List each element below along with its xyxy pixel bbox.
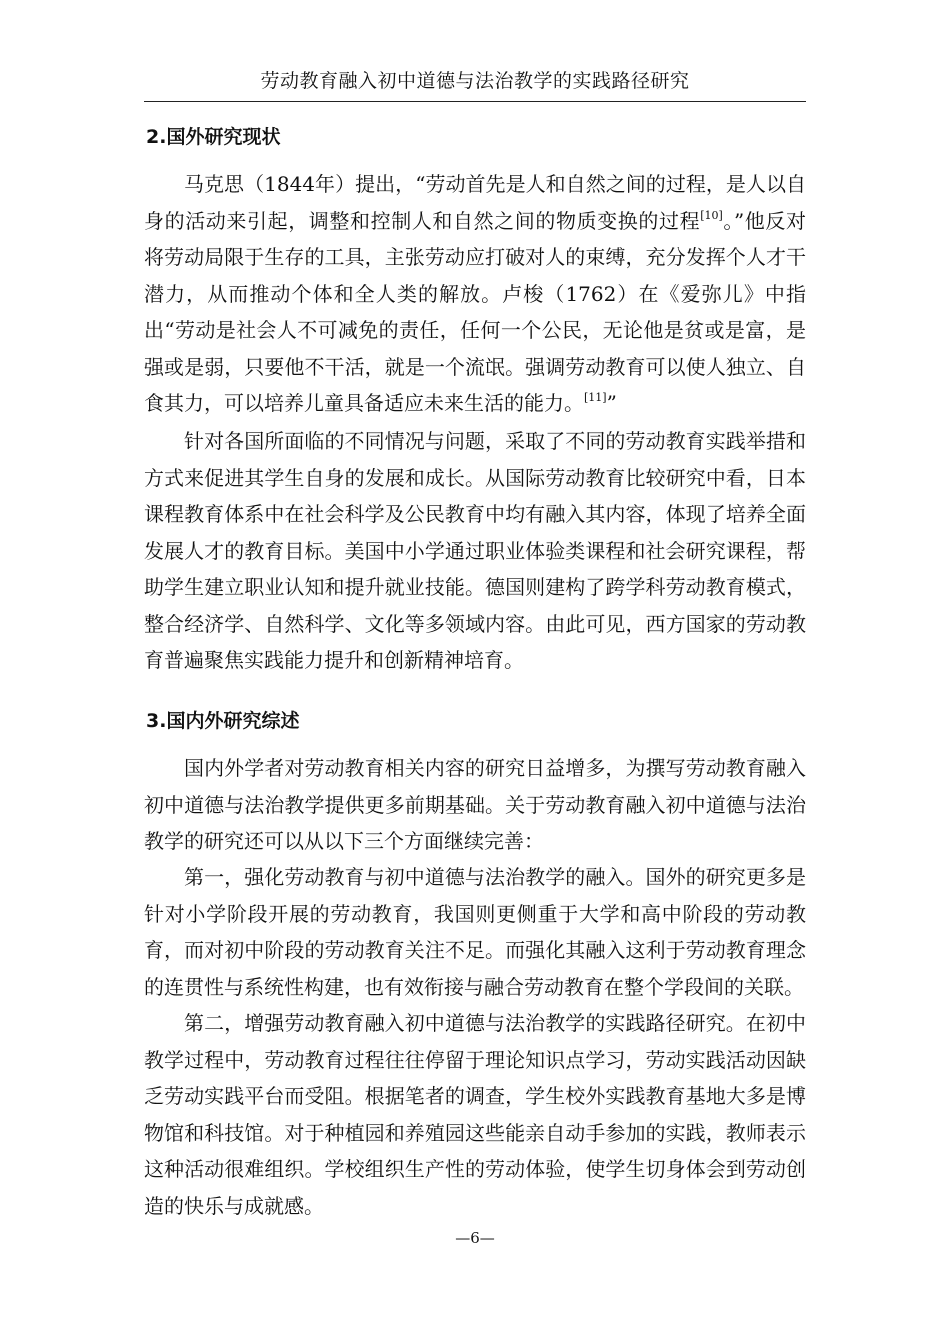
- section-heading-research-review: 3.国内外研究综述: [146, 710, 300, 732]
- paragraph-review-intro: 国内外学者对劳动教育相关内容的研究日益增多，为撰写劳动教育融入初中道德与法治教学提供更多前期基础。关于劳动教育融入初中道德与法治教学的研究还可以从以下三个方面继续完善：: [144, 756, 806, 853]
- paragraph-text: 马克思（1844年）提出，“劳动首先是人和自然之间的过程，是人以自身的活动来引起，调整和控制人和自然之间的物质变换的过程: [144, 172, 806, 233]
- paragraph-point-one: 第一，强化劳动教育与初中道德与法治教学的融入。国外的研究更多是针对小学阶段开展的劳动教育，我国则更侧重于大学和高中阶段的劳动教育，而对初中阶段的劳动教育关注不足。而强化其融入这利于劳动教育理念的连贯性与系统性构建，也有效衔接与融合劳动教育在整个学段间的关联。: [144, 865, 806, 999]
- citation-ref: [10]: [700, 208, 723, 222]
- header-rule: [144, 101, 806, 102]
- section-heading-foreign-research: 2.国外研究现状: [146, 126, 281, 148]
- paragraph-international-comparison: 针对各国所面临的不同情况与问题，采取了不同的劳动教育实践举措和方式来促进其学生自身的发展和成长。从国际劳动教育比较研究中看，日本课程教育体系中在社会科学及公民教育中均有融入其内容，体现了培养全面发展人才的教育目标。美国中小学通过职业体验类课程和社会研究课程，帮助学生建立职业认知和提升就业技能。德国则建构了跨学科劳动教育模式，整合经济学、自然科学、文化等多领域内容。由此可见，西方国家的劳动教育普遍聚焦实践能力提升和创新精神培育。: [144, 429, 806, 672]
- citation-ref: [11]: [584, 391, 607, 404]
- paragraph-marx-rousseau: [144, 166, 806, 422]
- paragraph-text: ”: [606, 391, 617, 415]
- running-header: 劳动教育融入初中道德与法治教学的实践路径研究: [260, 70, 690, 92]
- paragraph-text: 。”他反对将劳动局限于生存的工具，主张劳动应打破对人的束缚，充分发挥个人才干潜力，从而推动个体和全人类的解放。卢梭（1762）在《爱弥儿》中指出“劳动是社会人不可减免的责任，任何一个公民，无论他是贫或是富，是强或是弱，只要他不干活，就是一个流氓。强调劳动教育可以使人独立、自食其力，可以培养儿童具备适应未来生活的能力。: [144, 208, 807, 415]
- paragraph-point-two: 第二，增强劳动教育融入初中道德与法治教学的实践路径研究。在初中教学过程中，劳动教育过程往往停留于理论知识点学习，劳动实践活动因缺乏劳动实践平台而受阻。根据笔者的调查，学生校外实践教育基地大多是博物馆和科技馆。对于种植园和养殖园这些能亲自动手参加的实践，教师表示这种活动很难组织。学校组织生产性的劳动体验，使学生切身体会到劳动创造的快乐与成就感。: [144, 1011, 806, 1218]
- page-number: —6—: [455, 1229, 495, 1247]
